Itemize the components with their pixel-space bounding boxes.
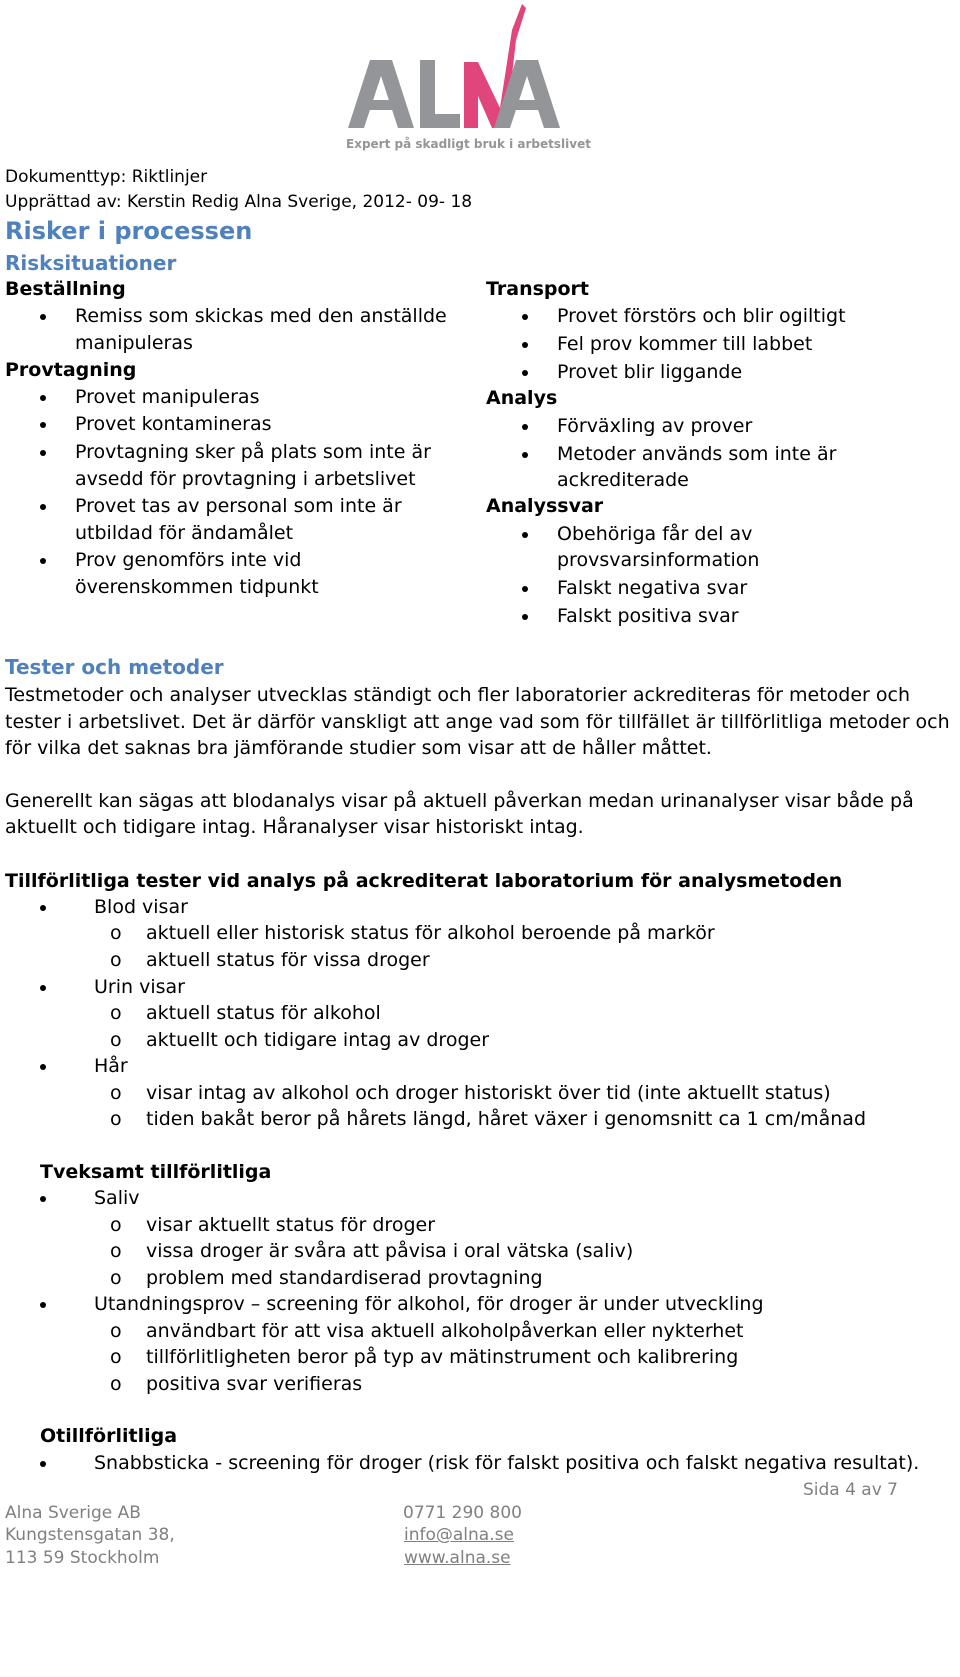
bullet	[522, 586, 528, 592]
sub-bullet: o	[110, 922, 122, 944]
bullet	[522, 424, 528, 430]
bullet	[40, 504, 46, 510]
heading-tests-methods: Tester och metoder	[5, 655, 224, 679]
list-item: Blod visar	[94, 896, 188, 918]
list-item: Provet förstörs och blir ogiltigt	[557, 305, 846, 327]
list-item: Metoder används som inte är	[557, 443, 837, 465]
footer-city: 113 59 Stockholm	[5, 1548, 160, 1568]
footer-phone: 0771 290 800	[403, 1503, 522, 1523]
bullet	[40, 450, 46, 456]
list-item: Utandningsprov – screening för alkohol, för droger är under utveckling	[94, 1293, 764, 1315]
sub-bullet: o	[110, 949, 122, 971]
list-item: Saliv	[94, 1187, 140, 1209]
sub-item: visar aktuellt status för droger	[146, 1214, 436, 1236]
sub-item: användbart för att visa aktuell alkoholpåverkan eller nykterhet	[146, 1320, 744, 1342]
list-item: Falskt positiva svar	[557, 605, 739, 627]
list-item: Provet manipuleras	[75, 386, 260, 408]
bullet	[40, 558, 46, 564]
paragraph-line: för vilka det saknas bra jämförande studier som visar att de håller måttet.	[5, 737, 712, 759]
paragraph-line: Testmetoder och analyser utvecklas ständigt och fler laboratorier ackrediteras för metoder och	[5, 684, 911, 706]
list-item: utbildad för ändamålet	[75, 522, 294, 544]
bullet	[522, 370, 528, 376]
list-item: Snabbsticka - screening för droger (risk för falskt positiva och falskt negativa resultat).	[94, 1452, 920, 1474]
bullet	[40, 905, 46, 911]
footer-email-link[interactable]: info@alna.se	[404, 1525, 514, 1545]
sub-item: aktuell status för vissa droger	[146, 949, 430, 971]
bullet	[40, 422, 46, 428]
section-sampling: Provtagning	[5, 359, 137, 381]
list-item: Hår	[94, 1055, 128, 1077]
section-ordering: Beställning	[5, 278, 126, 300]
bullet	[40, 395, 46, 401]
sub-bullet: o	[110, 1029, 122, 1051]
page-number: Sida 4 av 7	[802, 1480, 898, 1500]
sub-item: aktuell eller historisk status för alkohol beroende på markör	[146, 922, 715, 944]
list-item: Provet tas av personal som inte är	[75, 495, 402, 517]
sub-bullet: o	[110, 1214, 122, 1236]
list-item: Provtagning sker på plats som inte är	[75, 441, 431, 463]
sub-item: tiden bakåt beror på hårets längd, håret växer i genomsnitt ca 1 cm/månad	[146, 1108, 867, 1130]
list-item: ackrediterade	[557, 469, 689, 491]
bullet	[40, 985, 46, 991]
heading-reliable-tests: Tillförlitliga tester vid analys på ackrediterat laboratorium för analysmetoden	[5, 870, 843, 892]
list-item: Fel prov kommer till labbet	[557, 333, 813, 355]
paragraph-line: tester i arbetslivet. Det är därför vanskligt att ange vad som för tillfället är tillförlitliga metoder och	[5, 711, 950, 733]
sub-bullet: o	[110, 1320, 122, 1342]
alna-logo	[340, 0, 570, 160]
bullet	[522, 452, 528, 458]
list-item: Obehöriga får del av	[557, 523, 753, 545]
sub-item: vissa droger är svåra att påvisa i oral vätska (saliv)	[146, 1240, 634, 1262]
bullet	[522, 614, 528, 620]
alna-logo-graphic	[340, 0, 570, 160]
list-item: Provet blir liggande	[557, 361, 743, 383]
bullet	[40, 1302, 46, 1308]
sub-bullet: o	[110, 1346, 122, 1368]
heading-unreliable: Otillförlitliga	[40, 1425, 178, 1447]
list-item: Urin visar	[94, 976, 185, 998]
sub-item: aktuell status för alkohol	[146, 1002, 381, 1024]
sub-item: visar intag av alkohol och droger historiskt över tid (inte aktuellt status)	[146, 1082, 831, 1104]
sub-bullet: o	[110, 1240, 122, 1262]
section-analysis-answer: Analyssvar	[486, 495, 604, 517]
heading-doubtful: Tveksamt tillförlitliga	[40, 1161, 272, 1183]
bullet	[40, 1064, 46, 1070]
list-item: Falskt negativa svar	[557, 577, 748, 599]
paragraph-line: aktuellt och tidigare intag. Håranalyser visar historiskt intag.	[5, 816, 584, 838]
sub-item: aktuellt och tidigare intag av droger	[146, 1029, 490, 1051]
sub-bullet: o	[110, 1373, 122, 1395]
paragraph-line: Generellt kan sägas att blodanalys visar på aktuell påverkan medan urinanalyser visar både på	[5, 790, 914, 812]
heading-risks: Risker i processen	[5, 217, 253, 245]
bullet	[40, 1461, 46, 1467]
section-transport: Transport	[486, 278, 590, 300]
list-item: avsedd för provtagning i arbetslivet	[75, 468, 416, 490]
footer-street: Kungstensgatan 38,	[5, 1525, 175, 1545]
list-item: överenskommen tidpunkt	[75, 576, 319, 598]
bullet	[522, 532, 528, 538]
sub-item: problem med standardiserad provtagning	[146, 1267, 543, 1289]
list-item: manipuleras	[75, 332, 193, 354]
logo-tagline: Expert på skadligt bruk i arbetslivet	[346, 137, 591, 151]
doc-author: Upprättad av: Kerstin Redig Alna Sverige, 2012- 09- 18	[5, 192, 473, 212]
sub-item: tillförlitligheten beror på typ av mätinstrument och kalibrering	[146, 1346, 739, 1368]
sub-bullet: o	[110, 1108, 122, 1130]
list-item: Remiss som skickas med den anställde	[75, 305, 447, 327]
doc-type: Dokumenttyp: Riktlinjer	[5, 167, 208, 187]
sub-item: positiva svar verifieras	[146, 1373, 363, 1395]
section-analysis: Analys	[486, 387, 558, 409]
list-item: Provet kontamineras	[75, 413, 272, 435]
bullet	[40, 314, 46, 320]
bullet	[522, 314, 528, 320]
bullet	[40, 1196, 46, 1202]
bullet	[522, 342, 528, 348]
list-item: provsvarsinformation	[557, 549, 760, 571]
sub-bullet: o	[110, 1267, 122, 1289]
list-item: Förväxling av prover	[557, 415, 753, 437]
heading-risk-situations: Risksituationer	[5, 251, 177, 275]
sub-bullet: o	[110, 1002, 122, 1024]
sub-bullet: o	[110, 1082, 122, 1104]
footer-web-link[interactable]: www.alna.se	[404, 1548, 511, 1568]
list-item: Prov genomförs inte vid	[75, 549, 302, 571]
footer-company: Alna Sverige AB	[5, 1503, 141, 1523]
